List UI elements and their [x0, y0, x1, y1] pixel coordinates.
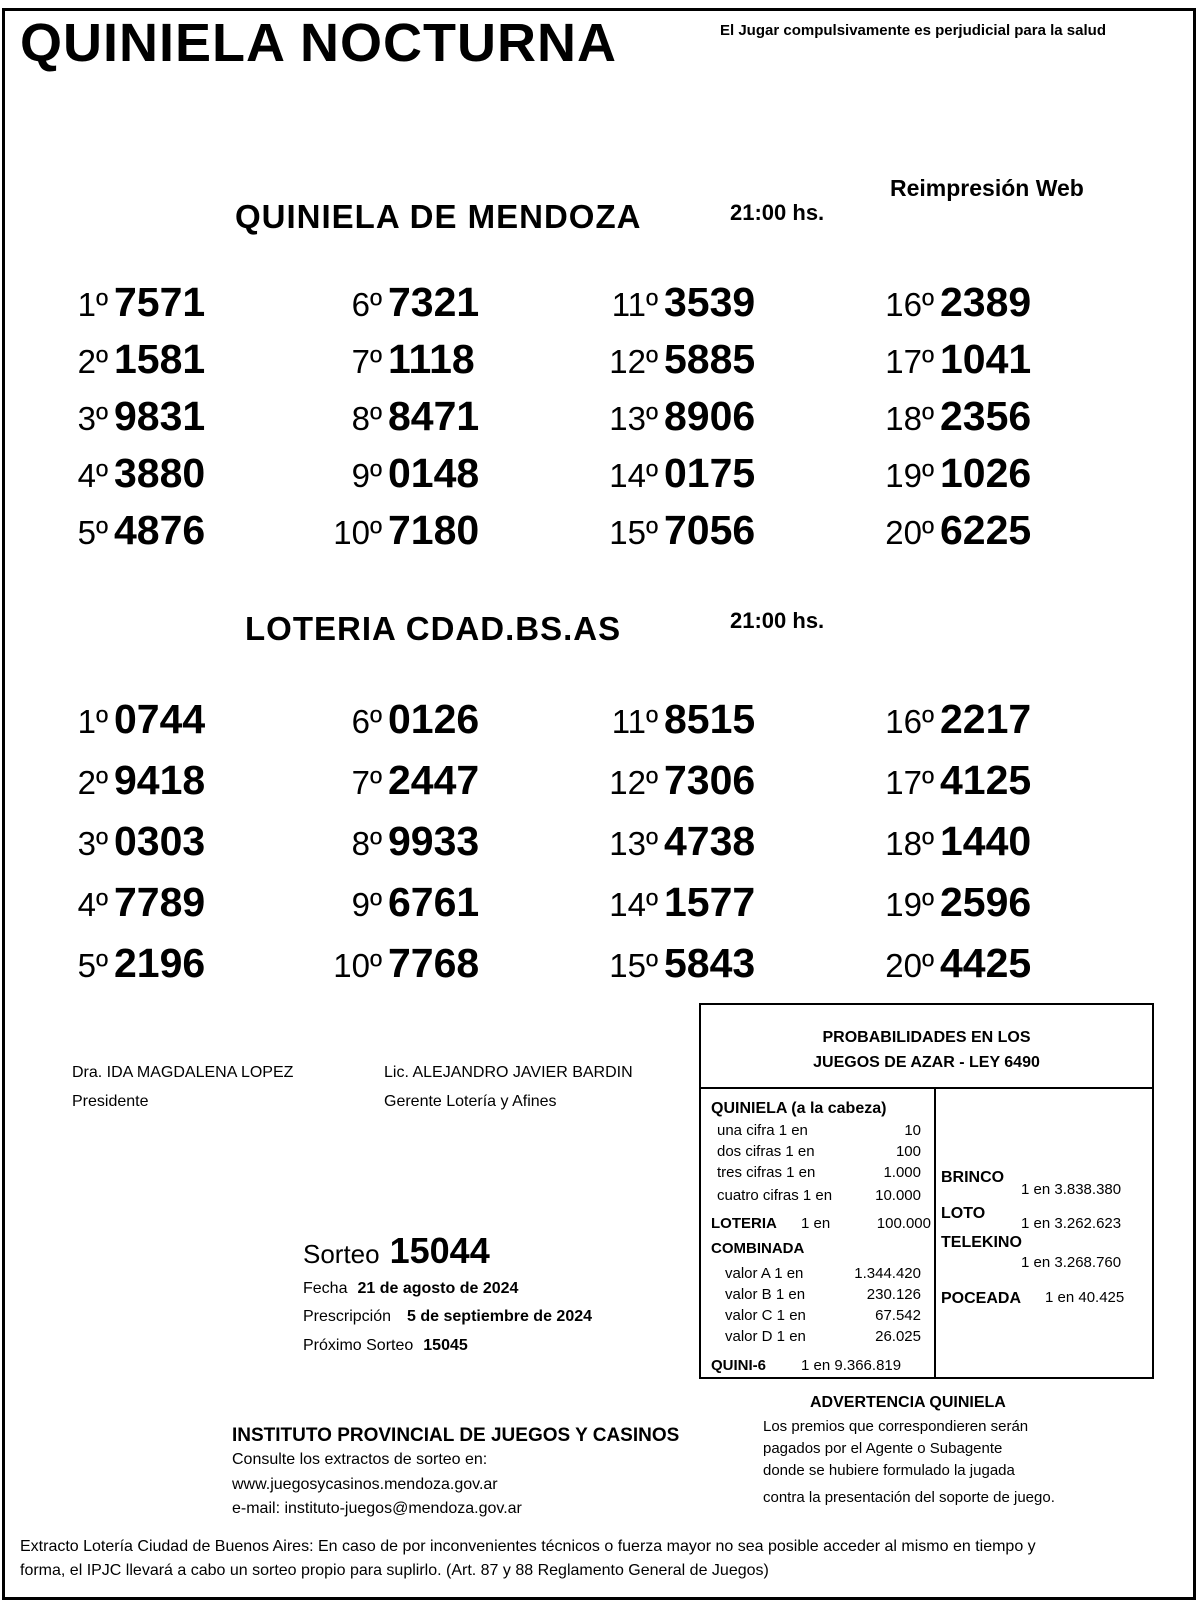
result-position: 15º — [609, 947, 658, 984]
sorteo-number: 15044 — [389, 1230, 490, 1271]
prob-combinada-label-0: valor A 1 en — [725, 1265, 804, 1282]
result-entry — [874, 336, 1031, 383]
loteria-prob-en: 1 en — [801, 1215, 831, 1232]
result-entry — [70, 336, 205, 383]
loteria-prob-value: 100.000 — [876, 1215, 931, 1232]
result-number: 3539 — [664, 279, 756, 325]
result-number: 9831 — [114, 393, 206, 439]
result-entry — [598, 696, 755, 743]
result-entry — [70, 940, 205, 987]
result-entry — [322, 507, 479, 554]
loto-prob-label: LOTO — [941, 1205, 986, 1222]
institute-title: INSTITUTO PROVINCIAL DE JUEGOS Y CASINOS — [232, 1425, 680, 1446]
result-position: 20º — [885, 514, 934, 551]
result-entry — [70, 279, 205, 326]
prob-combinada-value-1: 230.126 — [866, 1286, 921, 1303]
result-entry — [598, 336, 755, 383]
poceada-prob-value: 1 en 40.425 — [1045, 1289, 1125, 1306]
result-entry — [322, 336, 475, 383]
prob-combinada-label-1: valor B 1 en — [725, 1286, 806, 1303]
result-position: 9º — [351, 886, 382, 923]
result-number: 8906 — [664, 393, 756, 439]
result-entry — [70, 696, 205, 743]
prescripcion-label: Prescripción — [303, 1308, 392, 1325]
result-position: 8º — [351, 825, 382, 862]
result-position: 5º — [77, 947, 108, 984]
prob-quiniela-value-0: 10 — [904, 1122, 921, 1139]
prob-quiniela-label-2: tres cifras 1 en — [717, 1164, 816, 1181]
result-position: 5º — [77, 514, 108, 551]
result-number: 0744 — [114, 696, 206, 742]
result-number: 8471 — [388, 393, 480, 439]
prob-combinada-value-2: 67.542 — [875, 1307, 921, 1324]
prob-combinada-value-3: 26.025 — [875, 1328, 921, 1345]
result-number: 4738 — [664, 818, 756, 864]
advertencia-line: contra la presentación del soporte de juego. — [763, 1489, 1055, 1506]
prob-combinada-value-0: 1.344.420 — [854, 1265, 921, 1282]
result-number: 3880 — [114, 450, 206, 496]
signer-left-name: Dra. IDA MAGDALENA LOPEZ — [72, 1064, 294, 1081]
result-entry — [598, 757, 755, 804]
prob-combinada-label-2: valor C 1 en — [725, 1307, 806, 1324]
result-number: 6225 — [940, 507, 1032, 553]
result-entry — [322, 393, 479, 440]
result-entry — [874, 757, 1031, 804]
probabilities-title-line2: JUEGOS DE AZAR - LEY 6490 — [813, 1054, 1040, 1071]
proximo-row — [303, 1337, 468, 1355]
result-number: 7321 — [388, 279, 480, 325]
result-number: 5843 — [664, 940, 756, 986]
result-position: 3º — [77, 400, 108, 437]
result-position: 20º — [885, 947, 934, 984]
result-position: 6º — [351, 703, 382, 740]
loto-prob-value: 1 en 3.262.623 — [1021, 1215, 1122, 1232]
prob-combinada-label-3: valor D 1 en — [725, 1328, 806, 1345]
result-position: 16º — [885, 286, 934, 323]
result-entry — [322, 940, 479, 987]
signer-right-role: Gerente Lotería y Afines — [384, 1093, 557, 1110]
signer-left-role: Presidente — [72, 1093, 149, 1110]
institute-consult-line: Consulte los extractos de sorteo en: — [232, 1451, 488, 1468]
result-number: 7571 — [114, 279, 206, 325]
result-position: 19º — [885, 886, 934, 923]
probabilities-title-line1: PROBABILIDADES EN LOS — [822, 1029, 1031, 1046]
result-position: 9º — [351, 457, 382, 494]
result-entry — [598, 450, 755, 497]
result-entry — [598, 879, 755, 926]
result-position: 8º — [351, 400, 382, 437]
result-position: 13º — [609, 400, 658, 437]
result-number: 7789 — [114, 879, 206, 925]
result-number: 0148 — [388, 450, 480, 496]
result-number: 8515 — [664, 696, 756, 742]
ciudad-time: 21:00 hs. — [730, 608, 825, 633]
result-position: 10º — [333, 514, 382, 551]
result-position: 7º — [351, 764, 382, 801]
result-entry — [70, 393, 205, 440]
result-entry — [874, 507, 1031, 554]
prob-quiniela-label-1: dos cifras 1 en — [717, 1143, 815, 1160]
advertencia-line: Los premios que correspondieren serán — [763, 1418, 1029, 1435]
result-position: 6º — [351, 286, 382, 323]
result-entry — [322, 279, 479, 326]
result-entry — [322, 879, 479, 926]
result-position: 19º — [885, 457, 934, 494]
result-entry — [598, 279, 755, 326]
result-position: 2º — [77, 764, 108, 801]
footer-line-1: Extracto Lotería Ciudad de Buenos Aires: En caso de por inconvenientes técnicos o fuerza mayor no sea posible acceder al mismo en tiempo y — [20, 1538, 1036, 1555]
reprint-label: Reimpresión Web — [890, 175, 1084, 201]
quiniela-prob-title: QUINIELA (a la cabeza) — [711, 1100, 887, 1117]
health-warning: El Jugar compulsivamente es perjudicial para la salud — [720, 22, 1106, 39]
result-entry — [598, 393, 755, 440]
probabilities-header — [701, 1005, 1152, 1089]
result-entry — [322, 450, 479, 497]
advertencia-line: donde se hubiere formulado la jugada — [763, 1462, 1015, 1479]
result-number: 7180 — [388, 507, 480, 553]
fecha-row — [303, 1280, 518, 1298]
result-number: 1041 — [940, 336, 1032, 382]
result-number: 2196 — [114, 940, 206, 986]
result-position: 7º — [351, 343, 382, 380]
prob-quiniela-value-1: 100 — [895, 1143, 921, 1160]
page-title: QUINIELA NOCTURNA — [20, 13, 617, 73]
result-number: 0126 — [388, 696, 480, 742]
result-entry — [70, 757, 205, 804]
result-entry — [598, 940, 755, 987]
result-position: 12º — [609, 343, 658, 380]
result-number: 4876 — [114, 507, 206, 553]
result-entry — [322, 757, 479, 804]
proximo-value: 15045 — [423, 1337, 468, 1354]
result-entry — [598, 507, 755, 554]
result-number: 9418 — [114, 757, 206, 803]
brinco-prob-label: BRINCO — [941, 1169, 1005, 1186]
telekino-prob-label: TELEKINO — [941, 1234, 1022, 1251]
result-number: 7306 — [664, 757, 756, 803]
result-number: 1440 — [940, 818, 1032, 864]
result-number: 1577 — [664, 879, 756, 925]
result-position: 1º — [77, 703, 108, 740]
result-position: 18º — [885, 825, 934, 862]
institute-url[interactable]: www.juegosycasinos.mendoza.gov.ar — [232, 1476, 498, 1493]
prob-quiniela-label-0: una cifra 1 en — [717, 1122, 808, 1139]
result-entry — [322, 818, 479, 865]
fecha-value: 21 de agosto de 2024 — [357, 1280, 519, 1297]
result-position: 3º — [77, 825, 108, 862]
result-position: 12º — [609, 764, 658, 801]
result-entry — [874, 696, 1031, 743]
ciudad-title: LOTERIA CDAD.BS.AS — [245, 610, 622, 647]
result-number: 1581 — [114, 336, 206, 382]
result-position: 4º — [77, 886, 108, 923]
result-position: 10º — [333, 947, 382, 984]
result-entry — [70, 450, 205, 497]
result-position: 14º — [609, 457, 658, 494]
result-number: 7768 — [388, 940, 480, 986]
poceada-prob-label: POCEADA — [941, 1290, 1022, 1307]
result-position: 11º — [611, 286, 658, 323]
result-entry — [70, 818, 205, 865]
result-number: 4125 — [940, 757, 1032, 803]
signer-right-name: Lic. ALEJANDRO JAVIER BARDIN — [384, 1064, 633, 1081]
result-number: 2356 — [940, 393, 1032, 439]
prob-quiniela-value-3: 10.000 — [875, 1187, 921, 1204]
loteria-prob-label: LOTERIA — [711, 1215, 777, 1232]
quini6-prob-label: QUINI-6 — [711, 1357, 767, 1374]
proximo-label: Próximo Sorteo — [303, 1337, 414, 1354]
probabilities-box — [699, 1003, 1154, 1379]
result-position: 1º — [77, 286, 108, 323]
result-number: 2596 — [940, 879, 1032, 925]
result-number: 2389 — [940, 279, 1032, 325]
result-number: 6761 — [388, 879, 480, 925]
result-position: 15º — [609, 514, 658, 551]
result-position: 18º — [885, 400, 934, 437]
prob-quiniela-value-2: 1.000 — [883, 1164, 921, 1181]
brinco-prob-value: 1 en 3.838.380 — [1021, 1181, 1122, 1198]
probabilities-divider — [934, 1089, 936, 1379]
combinada-prob-title: COMBINADA — [711, 1240, 805, 1257]
result-entry — [70, 879, 205, 926]
result-number: 1118 — [388, 336, 475, 382]
quini6-prob-value: 1 en 9.366.819 — [801, 1357, 902, 1374]
result-number: 2447 — [388, 757, 480, 803]
result-entry — [70, 507, 205, 554]
result-entry — [874, 818, 1031, 865]
result-position: 14º — [609, 886, 658, 923]
result-entry — [598, 818, 755, 865]
prob-quiniela-label-3: cuatro cifras 1 en — [717, 1187, 833, 1204]
sorteo-row — [303, 1230, 490, 1272]
result-number: 0175 — [664, 450, 756, 496]
result-position: 17º — [885, 764, 934, 801]
telekino-prob-value: 1 en 3.268.760 — [1021, 1254, 1122, 1271]
result-number: 2217 — [940, 696, 1032, 742]
result-position: 13º — [609, 825, 658, 862]
institute-email[interactable]: e-mail: instituto-juegos@mendoza.gov.ar — [232, 1500, 522, 1517]
prescripcion-row — [303, 1308, 592, 1326]
result-position: 4º — [77, 457, 108, 494]
result-position: 16º — [885, 703, 934, 740]
result-entry — [874, 393, 1031, 440]
result-entry — [874, 450, 1031, 497]
result-number: 7056 — [664, 507, 756, 553]
result-entry — [874, 279, 1031, 326]
result-number: 4425 — [940, 940, 1032, 986]
result-position: 2º — [77, 343, 108, 380]
result-number: 9933 — [388, 818, 480, 864]
result-position: 11º — [611, 703, 658, 740]
sorteo-label: Sorteo — [303, 1239, 380, 1269]
result-entry — [874, 940, 1031, 987]
result-position: 17º — [885, 343, 934, 380]
fecha-label: Fecha — [303, 1280, 348, 1297]
mendoza-title: QUINIELA DE MENDOZA — [235, 198, 642, 235]
prescripcion-value: 5 de septiembre de 2024 — [407, 1308, 593, 1325]
mendoza-time: 21:00 hs. — [730, 200, 825, 225]
result-entry — [322, 696, 479, 743]
footer-line-2: forma, el IPJC llevará a cabo un sorteo propio para suplirlo. (Art. 87 y 88 Reglamento General de Juegos) — [20, 1562, 769, 1579]
advertencia-title: ADVERTENCIA QUINIELA — [810, 1394, 1006, 1411]
advertencia-line: pagados por el Agente o Subagente — [763, 1440, 1003, 1457]
result-number: 5885 — [664, 336, 756, 382]
result-entry — [874, 879, 1031, 926]
result-number: 0303 — [114, 818, 206, 864]
result-number: 1026 — [940, 450, 1032, 496]
